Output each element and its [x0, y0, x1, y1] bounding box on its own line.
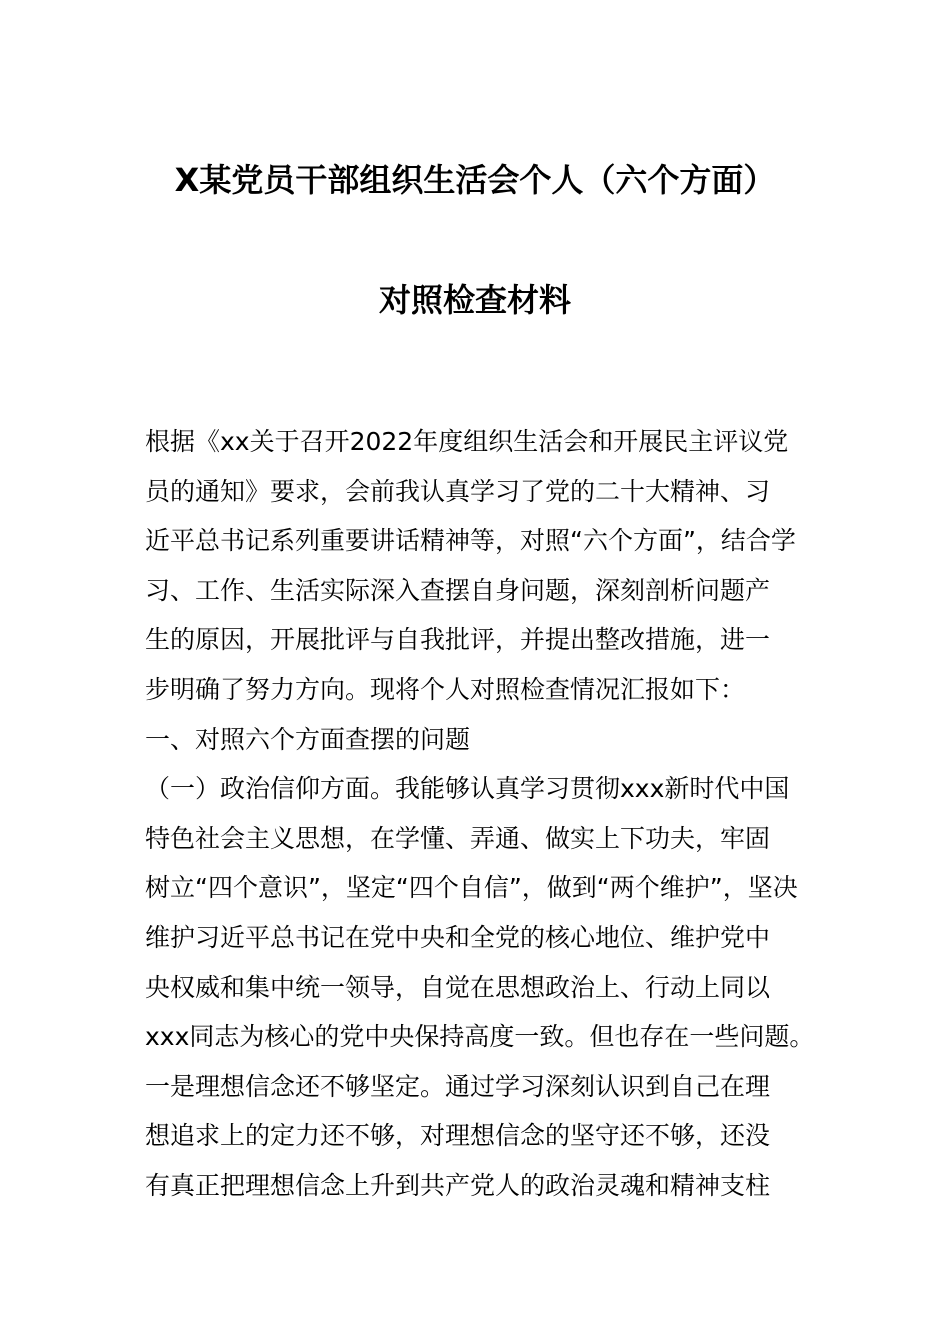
body-line-5: 生的原因，开展批评与自我批评，并提出整改措施，进一 [145, 625, 771, 655]
body-line-4: 习、工作、生活实际深入查摆自身问题，深刻剖析问题产 [145, 575, 771, 605]
body-line-14: 一是理想信念还不够坚定。通过学习深刻认识到自己在理 [145, 1071, 771, 1101]
body-line-2: 员的通知》要求，会前我认真学习了党的二十大精神、习 [145, 476, 771, 506]
body-line-8: （一）政治信仰方面。我能够认真学习贯彻xxx新时代中国 [145, 774, 790, 804]
body-line-3: 近平总书记系列重要讲话精神等，对照“六个方面”，结合学 [145, 526, 796, 556]
section-heading: 一、对照六个方面查摆的问题 [145, 724, 471, 754]
body-line-1: 根据《xx关于召开2022年度组织生活会和开展民主评议党 [145, 427, 789, 456]
document-title-line-1: X某党员干部组织生活会个人（六个方面） [174, 161, 776, 199]
body-line-11: 维护习近平总书记在党中央和全党的核心地位、维护党中 [145, 922, 771, 952]
body-line-9: 特色社会主义思想，在学懂、弄通、做实上下功夫，牢固 [145, 823, 771, 853]
body-line-13: xxx同志为核心的党中央保持高度一致。但也存在一些问题。 [145, 1022, 815, 1052]
body-line-12: 央权威和集中统一领导，自觉在思想政治上、行动上同以 [145, 972, 771, 1002]
document-title-line-2: 对照检查材料 [378, 281, 571, 319]
body-line-15: 想追求上的定力还不够，对理想信念的坚守还不够，还没 [145, 1121, 771, 1151]
body-line-16: 有真正把理想信念上升到共产党人的政治灵魂和精神支柱 [145, 1170, 771, 1200]
document-body [145, 417, 845, 1211]
body-line-6: 步明确了努力方向。现将个人对照检查情况汇报如下： [145, 674, 746, 704]
body-line-10: 树立“四个意识”，坚定“四个自信”，做到“两个维护”，坚决 [145, 873, 798, 903]
